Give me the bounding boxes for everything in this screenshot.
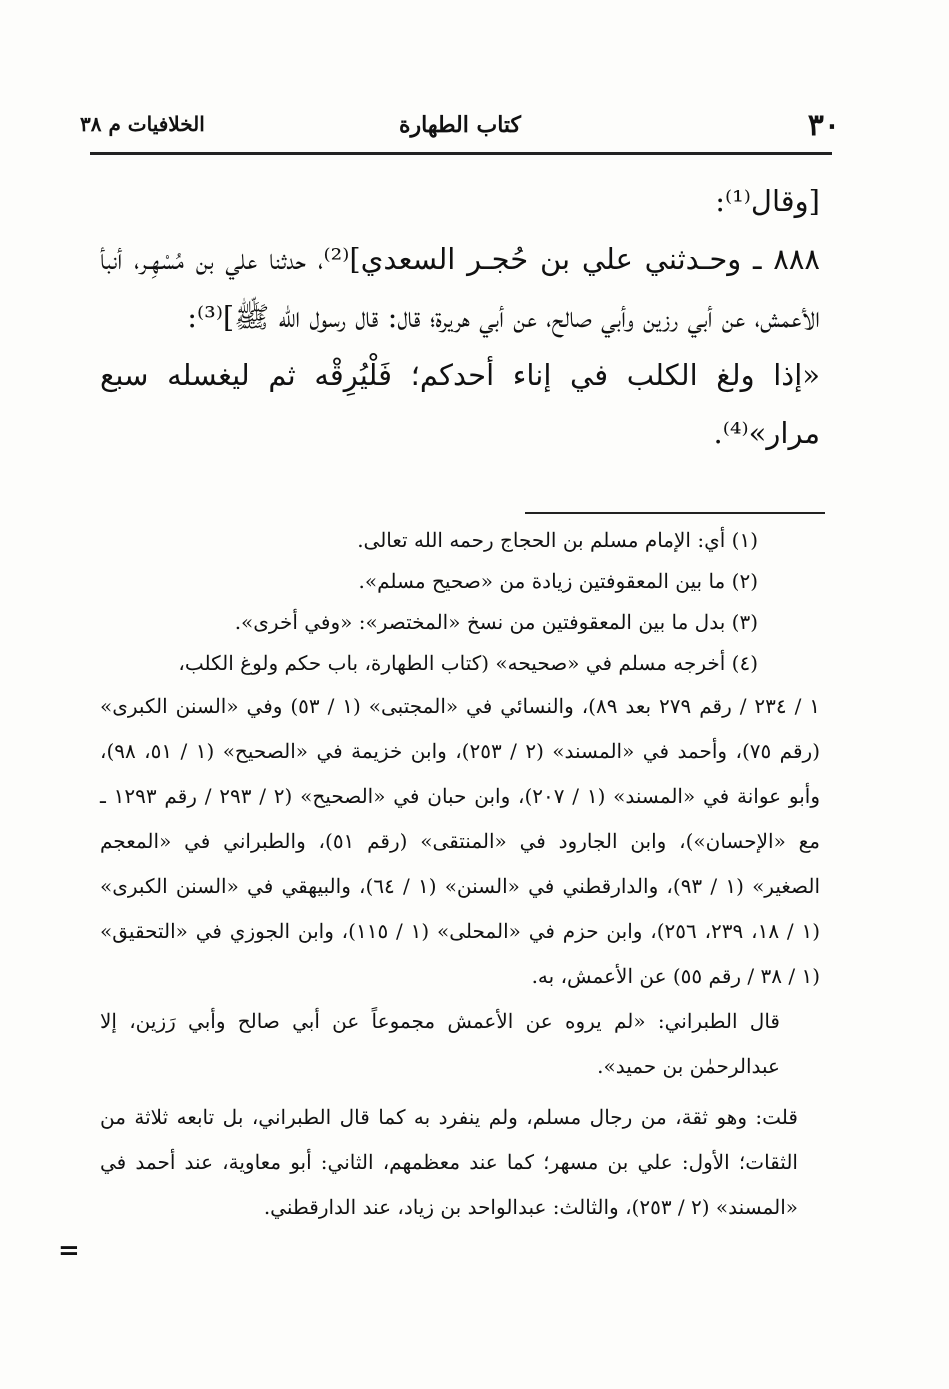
main-text (100, 172, 820, 462)
footnote-3: (٣) بدل ما بين المعقوفتين من نسخ «المختصر»: «وفي أخرى». (234, 610, 758, 634)
editor-remark: قلت: وهو ثقة، من رجال مسلم، ولم ينفرد به كما قال الطبراني، بل تابعه ثلاثة من الثقات؛ الأول: علي بن مسهر؛ كما عند معظمهم، الثاني: أبو معاوية، عند أحمد في «المسند» (٢ / ٢٥٣)، والثالث: عبدالواحد بن زياد، عند الدارقطني. (100, 1105, 798, 1219)
footnote-2: (٢) ما بين المعقوفتين زيادة من «صحيح مسلم». (358, 569, 758, 593)
footnote-rule (525, 512, 825, 514)
intro-line: [وقال⁽¹⁾: (715, 184, 820, 218)
continuation-mark: = (58, 1236, 80, 1266)
signature-mark: الخلافيات م ٣٨ (80, 112, 205, 136)
footnotes (100, 520, 820, 1230)
page-number: ٣٠ (807, 108, 840, 143)
running-header (80, 108, 840, 148)
tabarani-remark: قال الطبراني: «لم يروه عن الأعمش مجموعاً عن أبي صالح وأبي رَزين، إلا عبدالرحمٰن بن حميد». (100, 1009, 780, 1078)
footnote-4-first-line: (٤) أخرجه مسلم في «صحيحه» (كتاب الطهارة، باب حكم ولوغ الكلب، (178, 651, 758, 675)
footnote-1: (١) أي: الإمام مسلم بن الحجاج رحمه الله تعالى. (357, 528, 758, 552)
footnote-4-body: ١ / ٢٣٤ / رقم ٢٧٩ بعد ٨٩)، والنسائي في «المجتبى» (١ / ٥٣) وفي «السنن الكبرى» (رقم ٧٥)، وأحمد في «المسند» (٢ / ٢٥٣)، وابن خزيمة في «الصحيح» (١ / ٥١، ٩٨)، وأبو عوانة في «المسند» (١ / ٢٠٧)، وابن حبان في «الصحيح» (٢ / ٢٩٣ / رقم ١٢٩٣ ـ مع «الإحسان»)، وابن الجارود في «المنتقى» (رقم ٥١)، والطبراني في «المعجم الصغير» (١ / ٩٣)، والدارقطني في «السنن» (١ / ٦٤)، والبيهقي في «السنن الكبرى» (١ / ١٨، ٢٣٩، ٢٥٦)، وابن حزم في «المحلى» (١ / ١١٥)، وابن الجوزي في «التحقيق» (١ / ٣٨ / رقم ٥٥) عن الأعمش، به. (100, 694, 821, 988)
header-rule (90, 152, 832, 155)
isnad-paragraph: ٨٨٨ ـ وحـدثني علي بن حُجـر السعدي]⁽²⁾، حدثنا علي بن مُسْهِـر، أنبأ الأعمش، عن أبي رزين وأبي صالح، عن أبي هريرة؛ قال: قال رسول الله ﷺ]⁽³⁾: (100, 242, 820, 334)
hadith-text: «إذا ولغ الكلب في إناء أحدكم؛ فَلْيُرِقْه ثم ليغسله سبع مرار»⁽⁴⁾. (100, 358, 820, 450)
chapter-title: كتاب الطهارة (398, 112, 522, 138)
